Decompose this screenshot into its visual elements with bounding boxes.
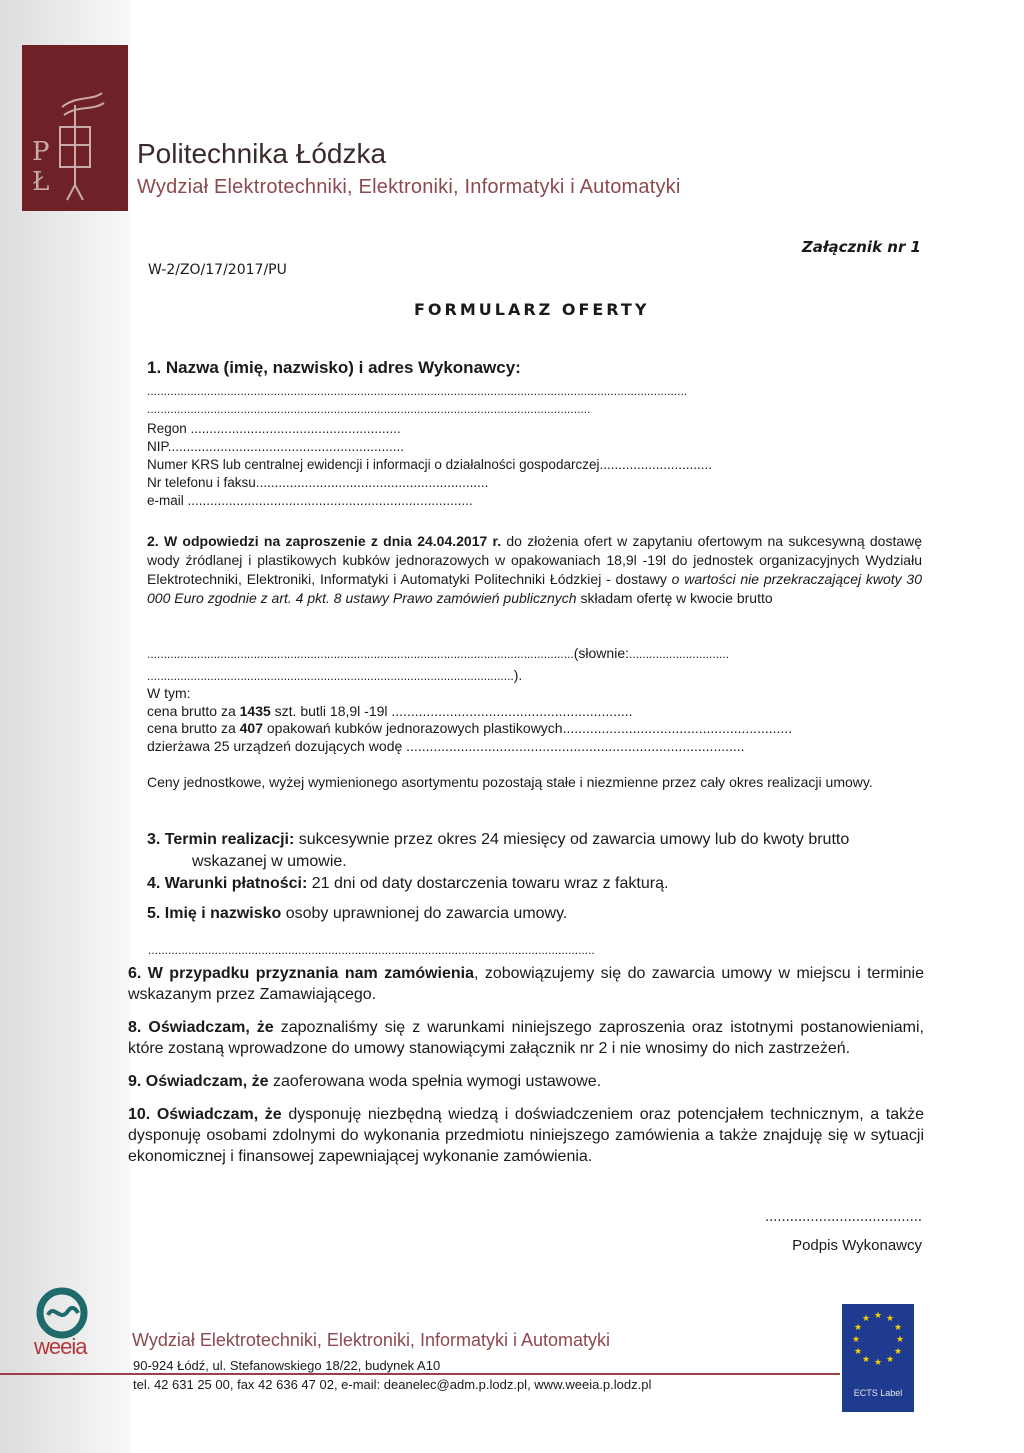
section-2-lead: 2. W odpowiedzi na zaproszenie z dnia 24.04.2017 r. bbox=[147, 533, 502, 549]
price-line-cups[interactable]: cena brutto za 407 opakowań kubków jednorazowych plastikowych........................................................... bbox=[147, 720, 793, 736]
svg-text:★: ★ bbox=[885, 1314, 895, 1324]
price-line-bottles[interactable]: cena brutto za 1435 szt. butli 18,9l -19l .............................................................. bbox=[147, 702, 633, 719]
svg-text:★: ★ bbox=[893, 1323, 903, 1333]
svg-text:★: ★ bbox=[873, 1311, 883, 1321]
name-line-2[interactable]: ..................................................................................................................................... bbox=[147, 402, 591, 416]
item-10 bbox=[128, 1104, 924, 1167]
price-line-2-tail: opakowań kubków jednorazowych plastikowych bbox=[262, 720, 563, 736]
amount-line[interactable]: ................................................................................................................................(słownie:.............................. bbox=[147, 645, 730, 661]
weeia-wordmark: weeia bbox=[34, 1334, 87, 1359]
eu-stars-icon bbox=[842, 1304, 914, 1376]
svg-text:★: ★ bbox=[893, 1347, 903, 1357]
svg-text:★: ★ bbox=[861, 1314, 871, 1324]
svg-text:★: ★ bbox=[851, 1335, 861, 1345]
ects-label-badge bbox=[842, 1304, 914, 1412]
authorized-person-line[interactable]: ...................................................................................................................................... bbox=[148, 943, 595, 957]
item-10-label: 10. Oświadczam, że bbox=[128, 1106, 282, 1123]
svg-text:★: ★ bbox=[873, 1358, 883, 1368]
item-8-text: zapoznaliśmy się z warunkami niniejszego zaproszenia oraz istotnymi postanowieniami, które zostaną wprowadzone do umowy stanowiącymi załącznik nr 2 i nie wnosimy do nich zastrzeżeń. bbox=[128, 1019, 924, 1057]
nip-label: NIP bbox=[147, 439, 168, 454]
item-9-text: zaoferowana woda spełnia wymogi ustawowe. bbox=[268, 1073, 602, 1090]
amount-words-line[interactable]: ..............................................................................................................). bbox=[147, 666, 523, 683]
page-sidebar bbox=[0, 0, 130, 1453]
item-4 bbox=[147, 873, 922, 895]
item-3-cont: wskazanej w umowie. bbox=[192, 853, 347, 870]
close-paren: ). bbox=[513, 666, 523, 683]
attachment-number: Załącznik nr 1 bbox=[801, 238, 921, 256]
name-line-1[interactable]: .................................................................................................................................................................. bbox=[147, 384, 688, 398]
item-6 bbox=[128, 963, 924, 1005]
price-line-2-text: cena brutto za bbox=[147, 720, 240, 736]
phone-field[interactable]: Nr telefonu i faksu.............................................................. bbox=[147, 475, 489, 490]
item-8 bbox=[128, 1017, 924, 1059]
items-6-10 bbox=[128, 940, 924, 1179]
section-1-heading: 1. Nazwa (imię, nazwisko) i adres Wykonawcy: bbox=[147, 358, 521, 377]
unit-price-note: Ceny jednostkowe, wyżej wymienionego asortymentu pozostają stałe i niezmienne przez cały okres realizacji umowy. bbox=[147, 774, 873, 790]
bottle-count: 1435 bbox=[239, 702, 271, 719]
signature-line[interactable]: ...................................... bbox=[764, 1210, 922, 1225]
phone-label: Nr telefonu i faksu bbox=[147, 475, 256, 490]
nip-field[interactable]: NIP............................................................... bbox=[147, 439, 405, 454]
svg-text:★: ★ bbox=[853, 1347, 863, 1357]
item-3 bbox=[147, 829, 922, 851]
price-block bbox=[147, 645, 922, 755]
section-2-italic: o wartości nie przekraczającej kwoty 30 000 Euro zgodnie z art. 4 pkt. 8 ustawy Prawo zamówień publicznych bbox=[147, 571, 923, 606]
items-3-5 bbox=[147, 829, 922, 925]
item-5 bbox=[147, 903, 922, 925]
section-1 bbox=[147, 358, 922, 510]
footer-contact: tel. 42 631 25 00, fax 42 636 47 02, e-mail: deanelec@adm.p.lodz.pl, www.weeia.p.lodz.pl bbox=[133, 1377, 652, 1392]
item-4-label: 4. Warunki płatności: bbox=[147, 875, 308, 892]
w-tym-label: W tym: bbox=[147, 685, 191, 701]
price-line-dispensers[interactable]: dzierżawa 25 urządzeń dozujących wodę ....................................................................................... bbox=[147, 737, 745, 754]
krs-field[interactable]: Numer KRS lub centralnej ewidencji i informacji o działalności gospodarczej.............................. bbox=[147, 457, 712, 472]
section-2-tail: składam ofertę w kwocie brutto bbox=[576, 590, 773, 606]
item-3-text: sukcesywnie przez okres 24 miesięcy od zawarcia umowy lub do kwoty brutto bbox=[294, 831, 850, 848]
regon-field[interactable]: Regon ........................................................ bbox=[147, 421, 401, 436]
email-field[interactable]: e-mail ............................................................................ bbox=[147, 493, 473, 508]
faculty-name: Wydział Elektrotechniki, Elektroniki, Informatyki i Automatyki bbox=[137, 176, 681, 198]
item-9-label: 9. Oświadczam, że bbox=[128, 1073, 269, 1090]
svg-text:★: ★ bbox=[885, 1355, 895, 1365]
item-4-text: 21 dni od daty dostarczenia towaru wraz z fakturą. bbox=[307, 875, 669, 892]
section-2-body: do złożenia ofert w zapytaniu ofertowym na sukcesywną dostawę wody źródlanej i plastikowych kubków jednorazowych w opakowaniach 18,9l -19l do jednostek organizacyjnych Wydziału Elektrotechniki, Elektroniki, Informatyki i Automatyki Politechniki Łódzkiej - dostawy bbox=[147, 533, 923, 587]
university-name: Politechnika Łódzka bbox=[137, 138, 387, 169]
item-5-text: osoby uprawnionej do zawarcia umowy. bbox=[281, 905, 568, 922]
footer-faculty: Wydział Elektrotechniki, Elektroniki, Informatyki i Automatyki bbox=[132, 1330, 611, 1350]
reference-number: W-2/ZO/17/2017/PU bbox=[148, 262, 287, 278]
slownie-label: (słownie: bbox=[573, 645, 629, 661]
item-9 bbox=[128, 1071, 924, 1092]
logo-letters: P Ł bbox=[32, 137, 94, 197]
section-2 bbox=[147, 532, 922, 608]
item-6-label: 6. W przypadku przyznania nam zamówienia bbox=[128, 965, 474, 982]
cup-count: 407 bbox=[239, 720, 263, 736]
svg-text:★: ★ bbox=[853, 1323, 863, 1333]
svg-text:★: ★ bbox=[861, 1355, 871, 1365]
item-3-label: 3. Termin realizacji: bbox=[147, 831, 295, 848]
footer-divider bbox=[0, 1373, 840, 1375]
item-6-text: , zobowiązujemy się do zawarcia umowy w miejscu i terminie wskazanym przez Zamawiającego. bbox=[128, 965, 924, 1003]
form-title: FORMULARZ OFERTY bbox=[414, 300, 650, 319]
item-10-text: dysponuję niezbędną wiedzą i doświadczeniem oraz potencjałem technicznym, a także dysponuję osobami zdolnymi do wykonania przedmiotu niniejszego zamówienia a także znajduję się w sytuacji ekonomicznej i finansowej zapewniającej wykonanie zamówienia. bbox=[128, 1106, 925, 1165]
price-line-1-text: cena brutto za bbox=[147, 702, 240, 719]
price-line-1-tail: szt. butli 18,9l -19l bbox=[270, 702, 388, 719]
university-logo bbox=[22, 45, 128, 211]
ects-label-text: ECTS Label bbox=[853, 1388, 903, 1398]
svg-text:★: ★ bbox=[895, 1335, 905, 1345]
signature-label: Podpis Wykonawcy bbox=[792, 1237, 922, 1254]
price-line-3-text: dzierżawa 25 urządzeń dozujących wodę bbox=[147, 737, 403, 754]
item-5-label: 5. Imię i nazwisko bbox=[147, 905, 282, 922]
weeia-logo-icon bbox=[28, 1285, 102, 1339]
regon-label: Regon bbox=[147, 421, 187, 436]
item-8-label: 8. Oświadczam, że bbox=[128, 1019, 274, 1036]
krs-label: Numer KRS lub centralnej ewidencji i informacji o działalności gospodarczej bbox=[147, 457, 600, 472]
email-label: e-mail bbox=[147, 493, 184, 508]
footer-address: 90-924 Łódź, ul. Stefanowskiego 18/22, budynek A10 bbox=[133, 1358, 441, 1373]
